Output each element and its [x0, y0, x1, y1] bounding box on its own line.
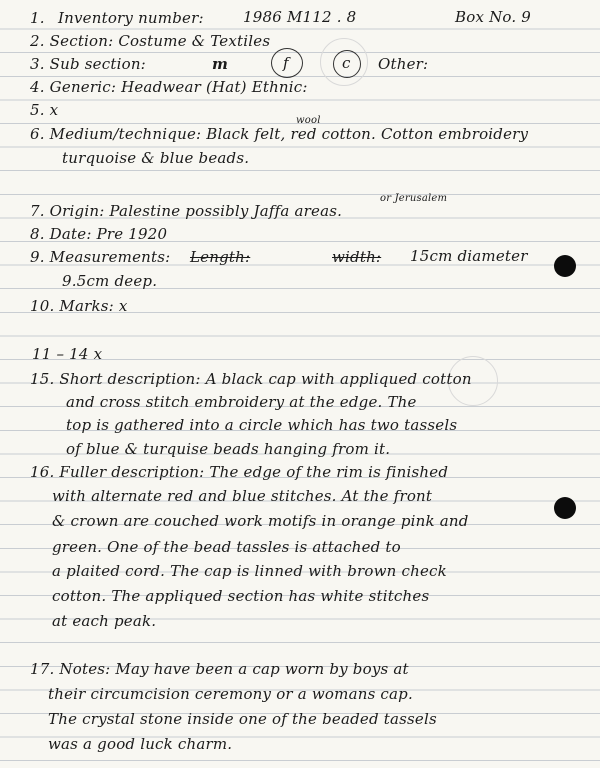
field-fuller-description-cont: & crown are couched work motifs in orange pink and	[52, 512, 469, 530]
field-medium-technique: 6. Medium/technique: Black felt, red cotton. Cotton embroidery	[30, 125, 529, 143]
field-sub-section-label: 3. Sub section:	[30, 55, 146, 73]
field-fuller-description: 16. Fuller description: The edge of the rim is finished	[30, 463, 449, 481]
field-fuller-description-cont: cotton. The appliqued section has white stitches	[52, 587, 430, 605]
field-marks: 10. Marks: x	[30, 297, 128, 315]
sub-section-option-c: c	[342, 54, 351, 72]
field-notes-cont: The crystal stone inside one of the beaded tassels	[48, 710, 437, 728]
measurements-depth: 9.5cm deep.	[62, 272, 158, 290]
field-notes: 17. Notes: May have been a cap worn by boys at	[30, 660, 409, 678]
field-origin: 7. Origin: Palestine possibly Jaffa areas.	[30, 202, 343, 220]
field-fuller-description-cont: a plaited cord. The cap is linned with brown check	[52, 562, 447, 580]
field-section: 2. Section: Costume & Textiles	[30, 32, 271, 50]
field-inventory-number-value: 1986 M112 . 8	[243, 8, 357, 26]
sub-section-other: Other:	[378, 55, 429, 73]
sub-section-option-m: m	[212, 55, 229, 73]
field-measurements-label: 9. Measurements:	[30, 248, 171, 266]
box-number: Box No. 9	[455, 8, 532, 26]
field-inventory-number-index: 1.	[30, 9, 45, 27]
field-date: 8. Date: Pre 1920	[30, 225, 168, 243]
field-fuller-description-cont: at each peak.	[52, 612, 157, 630]
field-short-description-cont: of blue & turquise beads hanging from it.	[66, 440, 391, 458]
field-fuller-description-cont: with alternate red and blue stitches. At the front	[52, 487, 433, 505]
measurements-diameter: 15cm diameter	[410, 247, 528, 265]
field-short-description: 15. Short description: A black cap with appliqued cotton	[30, 370, 472, 388]
field-fuller-description-cont: green. One of the bead tassles is attached to	[52, 538, 401, 556]
fields-11-14: 11 – 14 x	[32, 345, 103, 363]
field-inventory-number-label: Inventory number:	[58, 9, 204, 27]
medium-superscript-wool: wool	[296, 115, 321, 126]
field-short-description-cont: top is gathered into a circle which has two tassels	[66, 416, 458, 434]
punch-hole-top	[554, 255, 576, 277]
field-short-description-cont: and cross stitch embroidery at the edge. The	[66, 393, 417, 411]
measurements-width-struck: width:	[332, 248, 382, 266]
sub-section-option-f: f	[283, 54, 289, 72]
measurements-length-struck: Length:	[190, 248, 251, 266]
punch-hole-bottom	[554, 497, 576, 519]
origin-superscript: or Jerusalem	[380, 193, 448, 204]
field-generic: 4. Generic: Headwear (Hat) Ethnic:	[30, 78, 308, 96]
field-medium-technique-cont: turquoise & blue beads.	[62, 149, 250, 167]
field-notes-cont: their circumcision ceremony or a womans cap.	[48, 685, 413, 703]
field-5: 5. x	[30, 101, 59, 119]
field-notes-cont: was a good luck charm.	[48, 735, 233, 753]
